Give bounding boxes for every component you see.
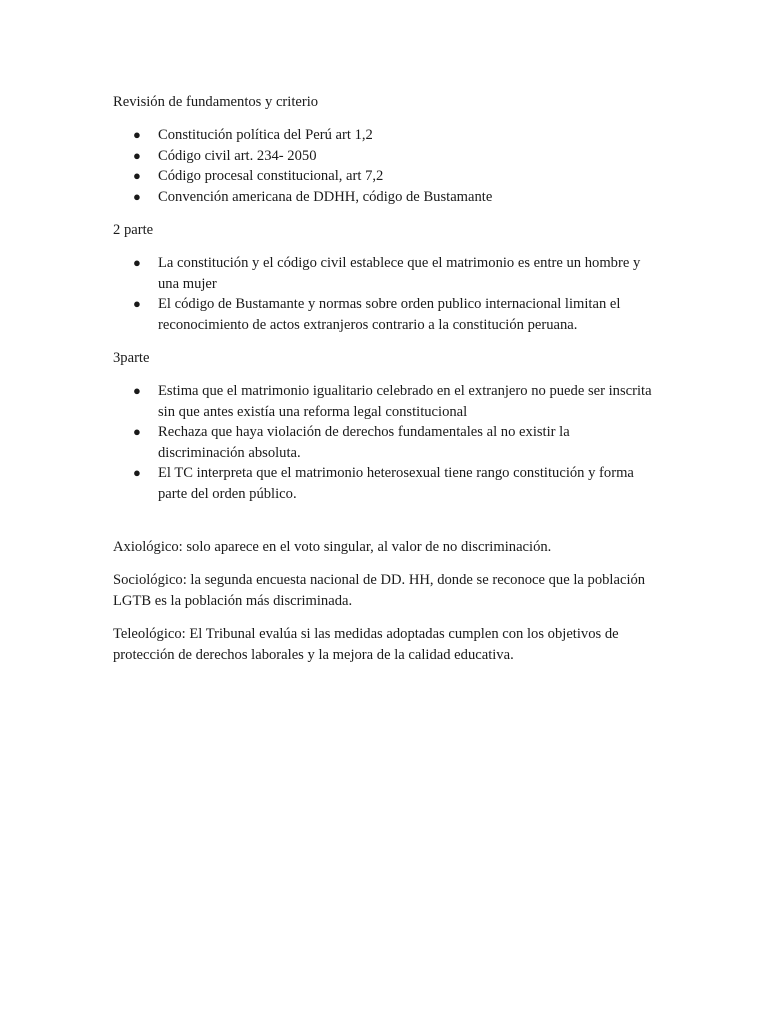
list-item: ● Constitución política del Perú art 1,2 xyxy=(113,125,658,145)
bullet-icon: ● xyxy=(133,127,141,143)
section-heading-3-parte: 3parte xyxy=(113,350,150,367)
list-item: ● Código procesal constitucional, art 7,2 xyxy=(113,166,658,186)
paragraph-sociologico: Sociológico: la segunda encuesta nacional de DD. HH, donde se reconoce que la población LGTB es la población más discriminada. xyxy=(113,572,646,609)
bullet-list-3-parte xyxy=(113,381,658,503)
list-item: ● Código civil art. 234- 2050 xyxy=(113,146,658,166)
section-heading-fundamentos: Revisión de fundamentos y criterio xyxy=(113,94,319,110)
bullet-list-2-parte xyxy=(113,253,658,335)
paragraph-axiologico: Axiológico: solo aparece en el voto singular, al valor de no discriminación. xyxy=(113,538,552,555)
bullet-icon: ● xyxy=(133,383,141,399)
list-item: ● El código de Bustamante y normas sobre orden publico internacional limitan el reconocimiento de actos extranjeros contrario a la constitución peruana. xyxy=(133,296,621,333)
bullet-icon: ● xyxy=(133,465,141,481)
document-body xyxy=(113,92,658,678)
section-heading-2-parte: 2 parte xyxy=(113,222,154,239)
list-item: ● Convención americana de DDHH, código de Bustamante xyxy=(113,187,658,207)
paragraph-teleologico: Teleológico: El Tribunal evalúa si las medidas adoptadas cumplen con los objetivos de protección de derechos laborales y la mejora de la calidad educativa. xyxy=(113,626,619,663)
bullet-icon: ● xyxy=(133,296,141,312)
bullet-icon: ● xyxy=(133,188,141,204)
blank-line xyxy=(113,517,658,537)
bullet-list-fundamentos xyxy=(113,125,658,207)
list-item: ● Rechaza que haya violación de derechos fundamentales al no existir la discriminación absoluta. xyxy=(133,424,570,461)
list-item: ● Estima que el matrimonio igualitario celebrado en el extranjero no puede ser inscrita sin que antes existía una reforma legal constitucional xyxy=(133,383,652,420)
bullet-icon: ● xyxy=(133,147,141,163)
list-item: ● El TC interpreta que el matrimonio heterosexual tiene rango constitución y forma parte del orden público. xyxy=(133,465,634,502)
bullet-icon: ● xyxy=(133,424,141,440)
list-item: ● La constitución y el código civil establece que el matrimonio es entre un hombre y una mujer xyxy=(133,255,641,292)
bullet-icon: ● xyxy=(133,255,141,271)
bullet-icon: ● xyxy=(133,168,141,184)
